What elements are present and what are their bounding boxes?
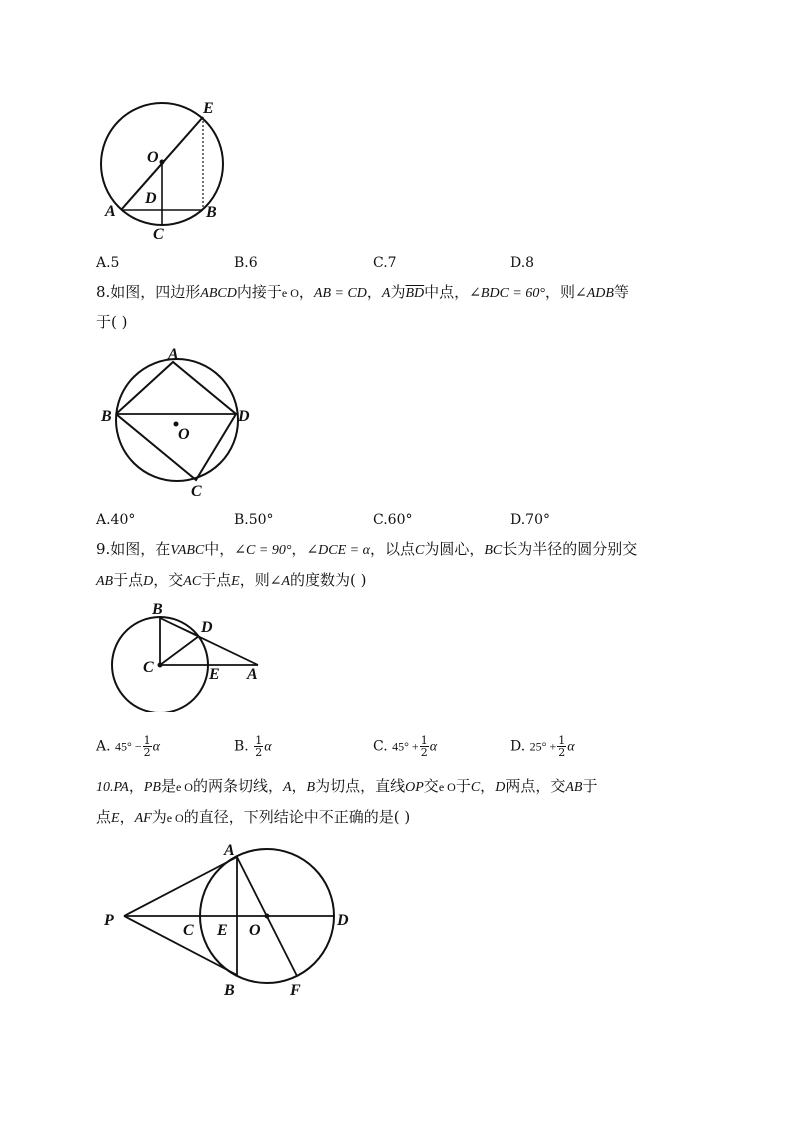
q8-a: A [381, 286, 391, 301]
q10-circ2: e O [438, 780, 456, 794]
q10-c: C [470, 780, 481, 795]
q10-t10: 于 [582, 777, 598, 795]
q10-t8: ， [480, 777, 496, 795]
q9-option-c-post: α [429, 739, 438, 755]
q10-center-dot [265, 914, 270, 919]
q7-center-dot [160, 160, 165, 165]
q9-t2: ， [291, 540, 307, 558]
q10-l2-t4: 的直径，下列结论中不正确的是( ) [183, 808, 411, 826]
q10-t6: 交 [423, 777, 439, 795]
q8-quad: ABCD [200, 286, 237, 301]
q9-option-d-post: α [567, 739, 575, 755]
q10-b: B [306, 780, 316, 795]
q10-circ3: e O [166, 811, 184, 825]
q8-option-d: D.70° [510, 512, 550, 528]
q10-prefix: 10. [96, 780, 114, 795]
q8-eq: AB = CD [313, 286, 367, 301]
q9-label-b: B [152, 601, 163, 618]
q9-option-a-pre: 45° − [115, 739, 142, 754]
q10-t2: 是 [160, 777, 176, 795]
q8-option-b: B.50° [234, 512, 274, 528]
q9-stem-line1 [96, 542, 637, 558]
q9-angle-dce: ∠DCE = α [306, 543, 370, 558]
q9-option-c-letter: C. [373, 738, 393, 755]
q8-circle [116, 359, 238, 481]
q10-stem-line1 [96, 779, 597, 795]
q8-t6: ，则 [544, 283, 575, 301]
q10-pb: PB [143, 780, 161, 795]
q9-option-d-num: 1 [558, 734, 566, 747]
q9-ac: AC [183, 574, 202, 589]
q10-t9: 两点，交 [505, 777, 566, 795]
q7-option-c: C.7 [373, 255, 397, 271]
q10-af: AF [134, 811, 152, 826]
q10-label-a: A [224, 842, 235, 859]
q9-option-c-den: 2 [420, 746, 428, 759]
q8-t7: 等 [613, 283, 629, 301]
q9-l2-t1: 于点 [113, 571, 144, 589]
q10-label-p: P [104, 912, 114, 929]
q9-option-b-post: α [264, 739, 272, 755]
q9-figure [106, 597, 266, 712]
q9-option-d-den: 2 [558, 746, 566, 759]
q8-angle: ∠BDC = 60° [469, 286, 545, 301]
q9-option-d-pre: 25° + [529, 739, 557, 754]
q7-label-e: E [203, 100, 214, 117]
q8-label-d: D [238, 408, 250, 425]
q8-option-c: C.60° [373, 512, 413, 528]
q9-t4: 为圆心， [424, 540, 485, 558]
q9-label-d: D [201, 619, 213, 636]
q9-option-b-letter: B. [234, 738, 254, 755]
q9-angle-a: ∠A [269, 574, 291, 589]
q7-label-o: O [147, 149, 159, 166]
q9-option-b-fraction [254, 735, 263, 758]
q10-circ1: e O [175, 780, 193, 794]
q10-t7: 于 [455, 777, 471, 795]
q10-ab: AB [565, 780, 583, 795]
q7-label-b: B [206, 204, 217, 221]
q8-stem-line1 [96, 285, 629, 301]
q7-label-d: D [145, 190, 157, 207]
q8-t3: ， [366, 283, 382, 301]
q9-option-d [510, 735, 575, 758]
q9-label-c: C [143, 659, 154, 676]
q8-circ: e O [281, 286, 299, 300]
q9-t3: ，以点 [369, 540, 415, 558]
q8-stem-line2: 于( ) [96, 313, 128, 331]
q7-label-a: A [105, 203, 116, 220]
q9-c: C [414, 543, 425, 558]
q9-option-a-letter: A. [96, 738, 116, 755]
q7-option-a: A.5 [96, 255, 120, 271]
q10-label-f: F [290, 982, 301, 999]
q9-options [96, 735, 716, 759]
q10-label-b: B [224, 982, 235, 999]
q9-label-a: A [247, 666, 258, 683]
q8-t1: 内接于 [236, 283, 282, 301]
q10-t3: 的两条切线， [192, 777, 283, 795]
q9-angle-c: ∠C = 90° [234, 543, 292, 558]
q10-e: E [111, 811, 120, 826]
q9-l2-t4: ，则 [239, 571, 270, 589]
q8-t5: 中点， [424, 283, 470, 301]
q10-t5: 为切点，直线 [315, 777, 406, 795]
q7-options [96, 255, 716, 275]
q9-t1: 中， [204, 540, 235, 558]
q9-option-c-num: 1 [420, 734, 428, 747]
q7-label-c: C [153, 226, 164, 243]
q8-t2: ， [298, 283, 314, 301]
q8-label-o: O [178, 426, 190, 443]
q10-a: A [282, 780, 292, 795]
q9-option-a-post: α [152, 739, 160, 755]
q10-op: OP [405, 780, 424, 795]
q9-triangle: VABC [170, 543, 205, 558]
q9-option-c-pre: 45° + [392, 739, 419, 754]
q8-label-b: B [101, 408, 112, 425]
q9-label-e: E [209, 666, 220, 683]
q9-prefix: 9.如图，在 [96, 540, 171, 558]
q10-stem-line2 [96, 810, 410, 826]
q10-figure [100, 838, 360, 1000]
q9-option-a [96, 735, 160, 758]
q7-option-b: B.6 [234, 255, 258, 271]
q9-option-d-letter: D. [510, 738, 530, 755]
q10-t1: ， [128, 777, 144, 795]
q10-l2-t1: 点 [96, 808, 112, 826]
q9-option-a-den: 2 [143, 746, 151, 759]
q10-label-e: E [217, 922, 228, 939]
q9-bc: BC [484, 543, 503, 558]
q9-l2-t3: 于点 [201, 571, 232, 589]
q8-figure [96, 345, 256, 500]
q8-arc: $\overline{BD}$ [405, 286, 425, 301]
q10-label-o: O [249, 922, 261, 939]
q9-option-d-fraction [557, 735, 566, 758]
q9-e: E [231, 574, 240, 589]
q9-option-b-den: 2 [255, 746, 263, 759]
q9-option-b-num: 1 [255, 734, 263, 747]
q9-ab: AB [96, 574, 114, 589]
q9-segment-cd [160, 636, 199, 665]
q10-tangent-pa [124, 857, 237, 916]
q9-l2-t5: 的度数为( ) [290, 571, 367, 589]
q10-pa: PA [113, 780, 129, 795]
q10-l2-t3: 为 [151, 808, 167, 826]
q9-t5: 长为半径的圆分别交 [502, 540, 638, 558]
q8-prefix: 8.如图，四边形 [96, 283, 201, 301]
q9-d: D [143, 574, 154, 589]
q10-l2-t2: ， [119, 808, 135, 826]
q7-figure [88, 95, 238, 245]
q9-center-dot [158, 663, 163, 668]
q9-stem-line2 [96, 573, 367, 589]
q8-label-c: C [191, 483, 202, 500]
q7-option-d: D.8 [510, 255, 535, 271]
q9-option-c [373, 735, 437, 758]
q10-d: D [495, 780, 506, 795]
q9-option-a-num: 1 [143, 734, 151, 747]
q9-l2-t2: ，交 [153, 571, 184, 589]
q9-option-b [234, 735, 272, 758]
q10-label-d: D [337, 912, 349, 929]
q9-option-c-fraction [420, 735, 429, 758]
q10-t4: ， [291, 777, 307, 795]
q8-target: ∠ADB [574, 286, 614, 301]
q8-options [96, 512, 716, 532]
q8-t4: 为 [390, 283, 406, 301]
q8-label-a: A [168, 346, 179, 363]
q9-option-a-fraction [143, 735, 152, 758]
q10-label-c: C [183, 922, 194, 939]
q8-option-a: A.40° [96, 512, 136, 528]
